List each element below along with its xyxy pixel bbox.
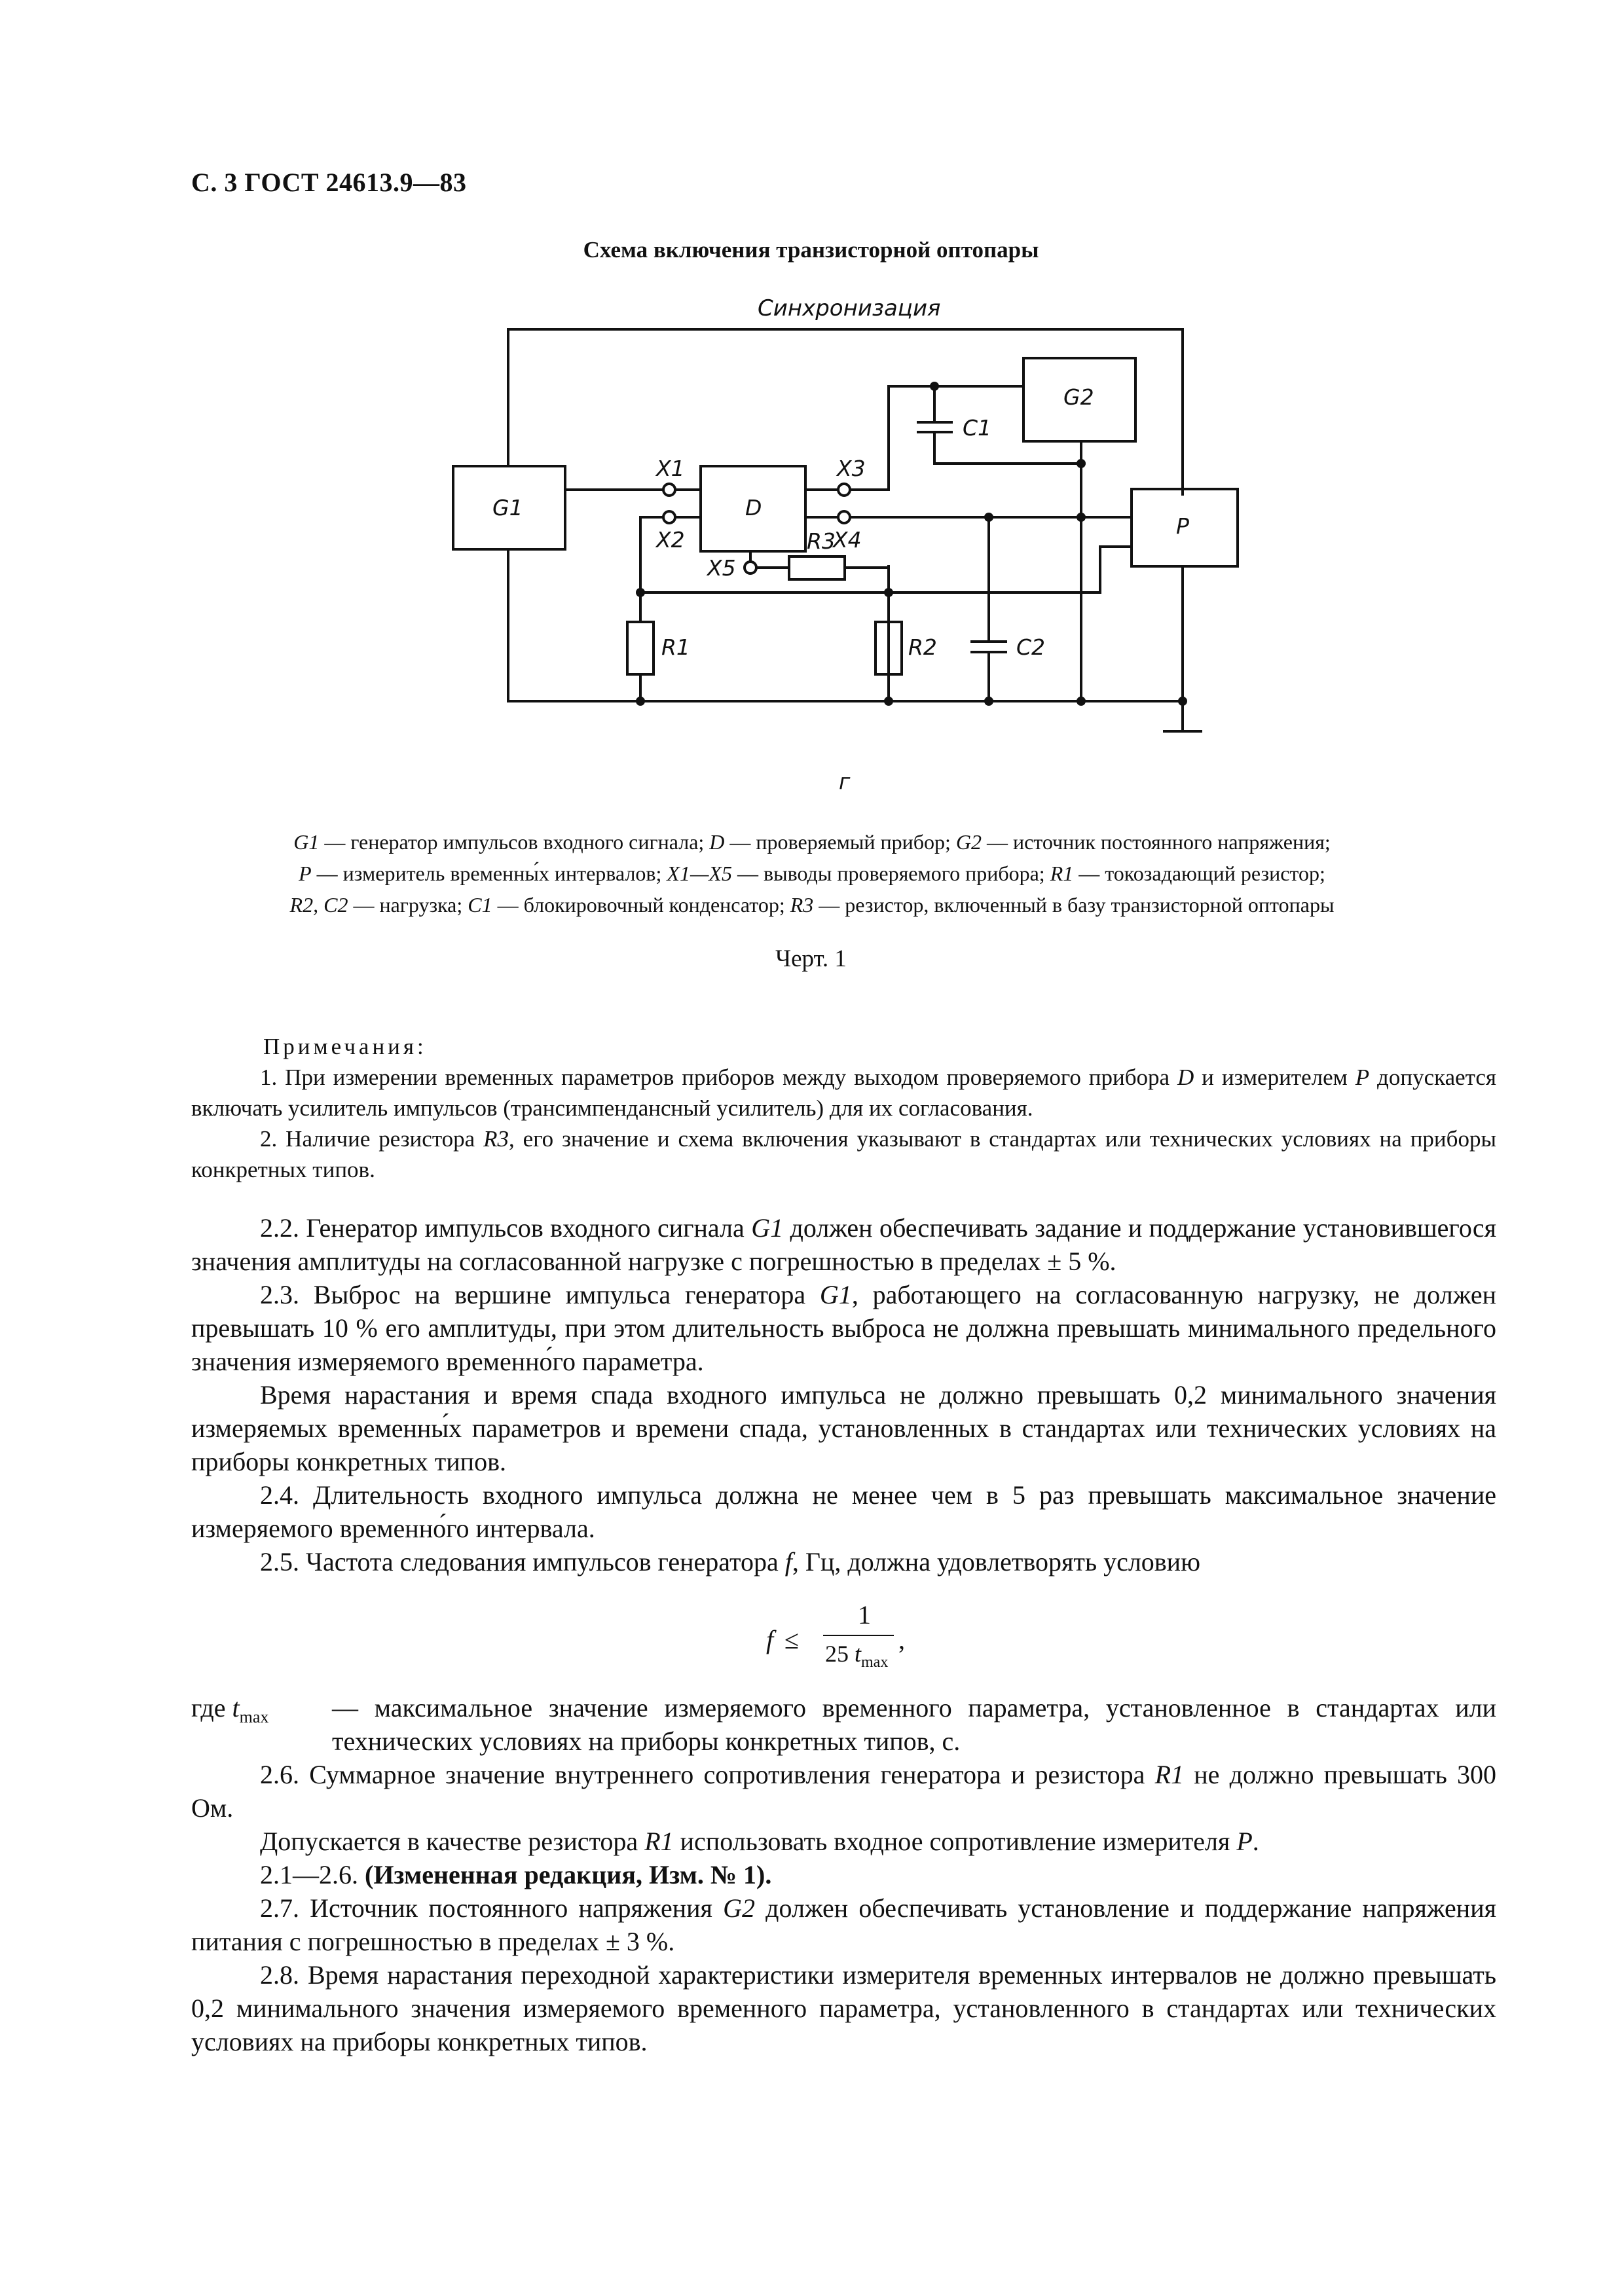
legend-line (196, 889, 1428, 920)
text-run: — нагрузка; (348, 893, 468, 917)
bold-run: (Измененная редакция, Изм. № 1). (365, 1860, 772, 1889)
italic-run: X1—X5 (667, 862, 732, 885)
g2-label: G2 (1063, 384, 1094, 410)
italic-run: P (1355, 1065, 1370, 1090)
c1-label: C1 (963, 415, 992, 441)
italic-run: D (1177, 1065, 1194, 1090)
italic-run: R3 (483, 1126, 509, 1152)
r2-label: R2 (908, 634, 937, 660)
italic-run: P (1236, 1827, 1253, 1856)
text-run: — источник постоянного напряжения; (981, 830, 1331, 854)
formula-comma: , (898, 1625, 905, 1654)
r1-resistor (627, 622, 654, 674)
x3-wire (850, 386, 1023, 490)
main-text (191, 1211, 1496, 2058)
text-run: 2.4. Длительность входного импульса должна не менее чем в 5 раз превышать максимальное значение измеряемого временно́го интервала. (191, 1480, 1496, 1543)
x4-label: X4 (833, 527, 862, 553)
x5-label: X5 (707, 555, 736, 581)
italic-run: R1 (1050, 862, 1074, 885)
text-run: — блокировочный конденсатор; (492, 893, 790, 917)
x2-label: X2 (656, 527, 685, 553)
italic-run: C1 (468, 893, 492, 917)
text-run: 2.3. Выброс на вершине импульса генератора (260, 1280, 820, 1309)
text-run: допускается включать усилитель импульсов (трансимпендансный усилитель) для их согласования. (191, 1065, 1497, 1121)
paragraph-2-3-rise-time (191, 1378, 1496, 1478)
text-run: должен обеспечивать задание и поддержание установившегося значения амплитуды на согласованной нагрузке с погрешностью в пределах ± 5 %. (191, 1213, 1496, 1276)
text-run: 2. Наличие резистора (260, 1126, 484, 1152)
formula-numerator: 1 (858, 1600, 871, 1630)
text-run: 2.8. Время нарастания переходной характеристики измерителя временных интервалов не должно превышать 0,2 минимального значения измеряемого временного параметра, установленного в стандартах или технических условиях на приборы конкретных типов. (191, 1960, 1496, 2056)
text-run: 2.2. Генератор импульсов входного сигнала (260, 1213, 752, 1243)
amendment-note (191, 1858, 1496, 1891)
text-run: использовать входное сопротивление измерителя (673, 1827, 1237, 1856)
x5-terminal (745, 562, 756, 574)
text-run: — токозадающий резистор; (1073, 862, 1325, 885)
figure-caption: Черт. 1 (775, 945, 847, 972)
paragraph-2-6-note (191, 1825, 1496, 1858)
paragraph-2-2 (191, 1211, 1496, 1278)
paragraph-2-8 (191, 1958, 1496, 2058)
formula-where: где $t_{max}$ — максимальное значение измеряемого временного параметра, установленное в стандартах или технических условиях на приборы конкретных типов, с. (191, 1693, 1496, 1756)
text-run: 2.6. Суммарное значение внутреннего сопротивления генератора и резистора (260, 1760, 1155, 1789)
text-run: 2.1—2.6. (260, 1860, 365, 1889)
sync-label: Синхронизация (758, 295, 941, 321)
fraction-bar (823, 1635, 894, 1636)
text-run: — выводы проверяемого прибора; (731, 862, 1050, 885)
x1-terminal (663, 484, 675, 496)
d-label: D (745, 495, 762, 520)
text-run: 1. При измерении временных параметров приборов между выходом проверяемого прибора (260, 1065, 1177, 1090)
italic-run: R1 (644, 1827, 674, 1856)
figure-legend (196, 826, 1428, 920)
note-1 (191, 1062, 1496, 1123)
italic-run: R1 (1154, 1760, 1185, 1789)
text-run: 2.7. Источник постоянного напряжения (260, 1893, 724, 1923)
italic-run: G1 (751, 1213, 784, 1243)
text-run: , его значение и схема включения указывают в стандартах или технических условиях на приборы конкретных типов. (191, 1126, 1496, 1182)
r1-label: R1 (661, 634, 690, 660)
x1-label: X1 (656, 456, 685, 481)
formula-denominator: 25 $t_{max}$ (825, 1641, 889, 1671)
text-run: и измерителем (1194, 1065, 1355, 1090)
text-run: , Гц, должна удовлетворять условию (792, 1547, 1200, 1576)
italic-run: G2 (955, 830, 982, 854)
x2-terminal (663, 511, 675, 523)
italic-run: P (299, 862, 312, 885)
text-run: — резистор, включенный в базу транзисторной оптопары (813, 893, 1335, 917)
paragraph-2-5 (191, 1545, 1496, 1578)
g1-label: G1 (492, 495, 523, 520)
italic-run: R3 (790, 893, 814, 917)
text-run: — проверяемый прибор; (724, 830, 956, 854)
text-run: — измеритель временны́х интервалов; (311, 862, 667, 885)
paragraph-2-4 (191, 1478, 1496, 1545)
text-run: не должно превышать 300 Ом. (191, 1760, 1497, 1823)
italic-run: f (784, 1547, 792, 1576)
italic-run: G1 (819, 1280, 852, 1309)
text-run: . (1252, 1827, 1259, 1856)
c2-label: C2 (1016, 634, 1046, 660)
note-2 (191, 1123, 1496, 1185)
where-lead: где (191, 1693, 226, 1722)
figure-title: Схема включения транзисторной оптопары (583, 237, 1039, 263)
where-text: — максимальное значение измеряемого временного параметра, установленное в стандартах или технических условиях на приборы конкретных типов, с. (332, 1693, 1496, 1756)
p-label: P (1176, 513, 1189, 539)
formula-lhs: f (766, 1625, 774, 1654)
text-run: — генератор импульсов входного сигнала; (319, 830, 710, 854)
r3-label: R3 (807, 528, 836, 554)
ground-note-label: г (839, 769, 851, 794)
formula-le-sign: ≤ (784, 1625, 799, 1654)
text-run: Время нарастания и время спада входного импульса не должно превышать 0,2 минимального значения измеряемых временны́х параметров и времени спада, установленных в стандартах или технических условиях на приборы конкретных типов. (191, 1380, 1496, 1476)
text-run: Допускается в качестве резистора (260, 1827, 645, 1856)
legend-line (196, 858, 1428, 889)
paragraph-2-6 (191, 1758, 1496, 1825)
italic-run: D (709, 830, 725, 854)
circuit-diagram (0, 0, 1622, 812)
paragraph-2-7 (191, 1891, 1496, 1958)
r3-resistor (789, 556, 845, 579)
paragraph-2-3 (191, 1278, 1496, 1378)
notes-section (191, 1031, 1496, 1185)
notes-heading: Примечания: (263, 1034, 427, 1059)
legend-line (196, 826, 1428, 858)
text-run: должен обеспечивать установление и поддержание напряжения питания с погрешностью в пределах ± 3 %. (191, 1893, 1496, 1956)
page-header: С. 3 ГОСТ 24613.9—83 (191, 168, 467, 197)
italic-run: G1 (293, 830, 320, 854)
italic-run: G2 (723, 1893, 755, 1923)
text-run: 2.5. Частота следования импульсов генератора (260, 1547, 785, 1576)
x3-terminal (838, 484, 850, 496)
frequency-formula (191, 1598, 1496, 1675)
text-run: , работающего на согласованную нагрузку, не должен превышать 10 % его амплитуды, при этом длительность выброса не должна превышать минимального предельного значения измеряемого временно́го параметра. (191, 1280, 1496, 1376)
x4-terminal (838, 511, 850, 523)
italic-run: R2, C2 (289, 893, 348, 917)
x3-label: X3 (837, 456, 866, 481)
